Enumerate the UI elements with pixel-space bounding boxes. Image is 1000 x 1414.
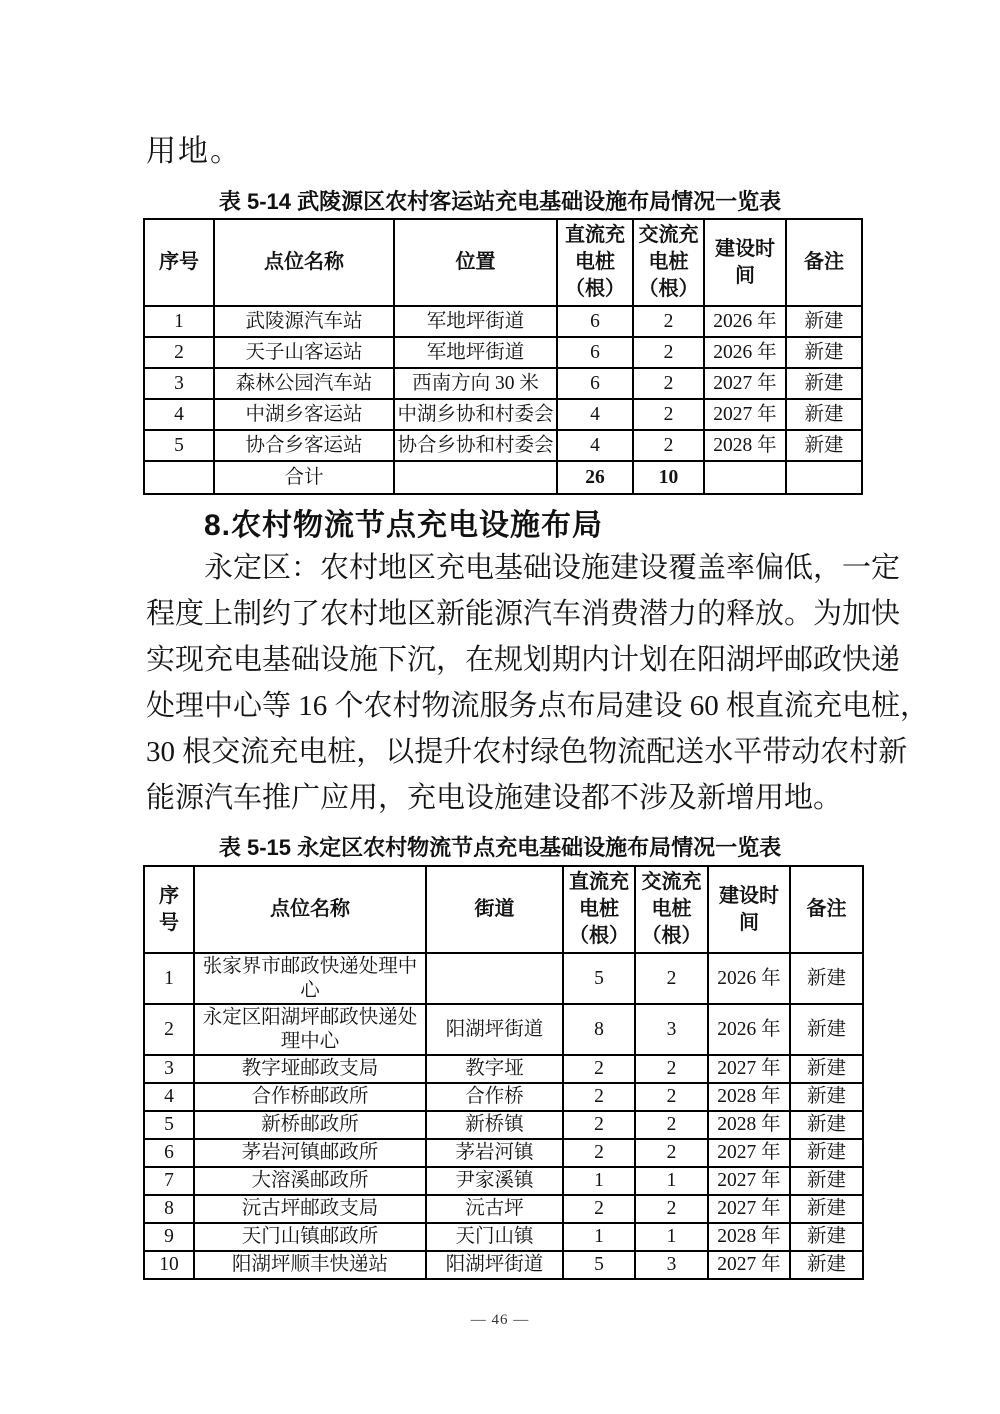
- table-row: [144, 1251, 863, 1279]
- header-cell: 直流充电桩（根）: [563, 866, 635, 953]
- table-cell: 5: [563, 1251, 635, 1279]
- paragraph-line: 实现充电基础设施下沉，在规划期内计划在阳湖坪邮政快递: [146, 644, 901, 676]
- table-cell: 新建: [790, 1195, 863, 1223]
- table-cell: 2: [633, 306, 704, 337]
- header-cell: 点位名称: [214, 219, 394, 306]
- table-cell: 4: [557, 399, 633, 430]
- table-cell: 4: [557, 430, 633, 461]
- table-cell: 2026 年: [708, 1004, 790, 1055]
- table-cell: 2026 年: [708, 953, 790, 1004]
- table-cell: 森林公园汽车站: [214, 368, 394, 399]
- table-cell: 沅古坪: [426, 1195, 563, 1223]
- table-row: [144, 953, 863, 1004]
- table-cell: 2: [563, 1139, 635, 1167]
- table-row: [144, 1195, 863, 1223]
- header-cell: 备注: [790, 866, 863, 953]
- table-row: [144, 1167, 863, 1195]
- table-cell: 天门山镇邮政所: [194, 1223, 426, 1251]
- table-logistics-nodes: [143, 865, 864, 1280]
- table-row: [144, 1004, 863, 1055]
- header-cell: 序号: [144, 866, 194, 953]
- table-cell: 3: [635, 1004, 708, 1055]
- table-cell: 6: [557, 337, 633, 368]
- table-cell: 2: [635, 1195, 708, 1223]
- header-cell: 街道: [426, 866, 563, 953]
- table-cell: 协合乡客运站: [214, 430, 394, 461]
- table-cell: 阳湖坪街道: [426, 1004, 563, 1055]
- header-cell: 交流充电桩（根）: [635, 866, 708, 953]
- table-cell: 2026 年: [704, 337, 786, 368]
- table-cell: 2028 年: [708, 1111, 790, 1139]
- table-cell: 2: [563, 1083, 635, 1111]
- table-cell: 2027 年: [704, 368, 786, 399]
- body-paragraph: [146, 545, 930, 821]
- table-cell: 2026 年: [704, 306, 786, 337]
- table-cell: [426, 953, 563, 1004]
- table-cell: 新建: [790, 1139, 863, 1167]
- header-cell: 点位名称: [194, 866, 426, 953]
- table-cell: 茅岩河镇邮政所: [194, 1139, 426, 1167]
- table-row: [144, 1223, 863, 1251]
- table-cell: 新建: [786, 368, 862, 399]
- table-cell: 新建: [786, 306, 862, 337]
- table-cell: [144, 461, 214, 494]
- table-row: [144, 306, 862, 337]
- table-cell: 中湖乡客运站: [214, 399, 394, 430]
- table-row: [144, 399, 862, 430]
- table-cell: 4: [144, 399, 214, 430]
- table-cell: 2: [144, 1004, 194, 1055]
- table-cell: 1: [635, 1223, 708, 1251]
- table-cell: 2: [635, 1111, 708, 1139]
- table2-title: 表 5-15 永定区农村物流节点充电基础设施布局情况一览表: [218, 835, 782, 860]
- table-total-row: [144, 461, 862, 494]
- table-cell: 1: [563, 1167, 635, 1195]
- table-cell: 8: [144, 1195, 194, 1223]
- table-cell: 教字垭: [426, 1055, 563, 1083]
- table-cell: 2027 年: [708, 1195, 790, 1223]
- table-cell: 2: [635, 1055, 708, 1083]
- table-cell: 大溶溪邮政所: [194, 1167, 426, 1195]
- table-cell: 7: [144, 1167, 194, 1195]
- table-cell: 2027 年: [708, 1251, 790, 1279]
- table-cell: 2027 年: [704, 399, 786, 430]
- table-cell: 新建: [786, 430, 862, 461]
- table-cell: 2: [635, 1083, 708, 1111]
- table-cell: 2: [633, 399, 704, 430]
- table-cell: 新建: [790, 1111, 863, 1139]
- table-cell: 3: [144, 1055, 194, 1083]
- header-cell: 建设时间: [704, 219, 786, 306]
- table-cell: 合计: [214, 461, 394, 494]
- table-cell: 5: [144, 1111, 194, 1139]
- table-row: [144, 368, 862, 399]
- table-cell: 中湖乡协和村委会: [394, 399, 557, 430]
- header-cell: 序号: [144, 219, 214, 306]
- table-cell: 新建: [790, 1223, 863, 1251]
- header-cell: 直流充电桩（根）: [557, 219, 633, 306]
- table-cell: 2027 年: [708, 1139, 790, 1167]
- table-cell: 新建: [790, 1251, 863, 1279]
- table-cell: 阳湖坪街道: [426, 1251, 563, 1279]
- table-cell: 6: [557, 368, 633, 399]
- table-cell: 新建: [790, 1167, 863, 1195]
- table-cell: 2: [563, 1111, 635, 1139]
- header-cell: 建设时间: [708, 866, 790, 953]
- table-cell: 军地坪街道: [394, 306, 557, 337]
- table-cell: 26: [557, 461, 633, 494]
- table-cell: 2027 年: [708, 1055, 790, 1083]
- table-cell: 合作桥: [426, 1083, 563, 1111]
- table-cell: 5: [563, 953, 635, 1004]
- table-cell: 教字垭邮政支局: [194, 1055, 426, 1083]
- table-cell: 2: [563, 1055, 635, 1083]
- table-cell: 武陵源汽车站: [214, 306, 394, 337]
- table-cell: 西南方向 30 米: [394, 368, 557, 399]
- table-cell: 2027 年: [708, 1167, 790, 1195]
- table-transit-stations: [143, 218, 863, 495]
- table-cell: 新桥镇: [426, 1111, 563, 1139]
- table-cell: 2028 年: [708, 1223, 790, 1251]
- table1-body: [144, 306, 862, 461]
- table-cell: 阳湖坪顺丰快递站: [194, 1251, 426, 1279]
- table-cell: [786, 461, 862, 494]
- table-cell: [704, 461, 786, 494]
- table-cell: 天子山客运站: [214, 337, 394, 368]
- table-cell: 新建: [790, 1004, 863, 1055]
- table-cell: 尹家溪镇: [426, 1167, 563, 1195]
- table-cell: 1: [144, 953, 194, 1004]
- table-header-row: [144, 866, 863, 953]
- section-heading: 8.农村物流节点充电设施布局: [204, 509, 604, 542]
- paragraph-line: 永定区：农村地区充电基础设施建设覆盖率偏低，一定: [204, 552, 901, 584]
- table-row: [144, 337, 862, 368]
- table-cell: 2: [563, 1195, 635, 1223]
- table-cell: 1: [635, 1167, 708, 1195]
- table-row: [144, 1111, 863, 1139]
- table-cell: 天门山镇: [426, 1223, 563, 1251]
- table-cell: 新建: [790, 1083, 863, 1111]
- paragraph-trailing-text: 用地。: [146, 135, 242, 168]
- table-cell: 2028 年: [708, 1083, 790, 1111]
- table-row: [144, 1083, 863, 1111]
- table-cell: 5: [144, 430, 214, 461]
- table-cell: 2028 年: [704, 430, 786, 461]
- table-row: [144, 430, 862, 461]
- paragraph-line: 程度上制约了农村地区新能源汽车消费潜力的释放。为加快: [146, 598, 901, 630]
- table-row: [144, 1139, 863, 1167]
- table-cell: 张家界市邮政快递处理中心: [194, 953, 426, 1004]
- table2-body: [144, 953, 863, 1279]
- table-cell: 2: [633, 368, 704, 399]
- table-cell: 永定区阳湖坪邮政快递处理中心: [194, 1004, 426, 1055]
- table-cell: 3: [635, 1251, 708, 1279]
- table-cell: 2: [635, 1139, 708, 1167]
- paragraph-line: 30 根交流充电桩，以提升农村绿色物流配送水平带动农村新: [146, 736, 908, 768]
- table1-total: [144, 461, 862, 494]
- table-cell: 2: [633, 337, 704, 368]
- table-cell: 茅岩河镇: [426, 1139, 563, 1167]
- table-cell: 新建: [786, 337, 862, 368]
- table-cell: 6: [557, 306, 633, 337]
- table-cell: 10: [144, 1251, 194, 1279]
- table-cell: 协合乡协和村委会: [394, 430, 557, 461]
- table-cell: 军地坪街道: [394, 337, 557, 368]
- page-number: — 46 —: [470, 1312, 530, 1328]
- table-cell: 8: [563, 1004, 635, 1055]
- table1-header: [144, 219, 862, 306]
- table-cell: 3: [144, 368, 214, 399]
- table-cell: 新建: [790, 1055, 863, 1083]
- table-cell: 新建: [786, 399, 862, 430]
- table-cell: 2: [633, 430, 704, 461]
- header-cell: 交流充电桩（根）: [633, 219, 704, 306]
- table-cell: 6: [144, 1139, 194, 1167]
- header-cell: 位置: [394, 219, 557, 306]
- header-cell: 备注: [786, 219, 862, 306]
- table-cell: 2: [144, 337, 214, 368]
- table-cell: 新建: [790, 953, 863, 1004]
- table2-header: [144, 866, 863, 953]
- table-cell: [394, 461, 557, 494]
- table-cell: 1: [563, 1223, 635, 1251]
- table-cell: 合作桥邮政所: [194, 1083, 426, 1111]
- table-cell: 新桥邮政所: [194, 1111, 426, 1139]
- paragraph-line: 处理中心等 16 个农村物流服务点布局建设 60 根直流充电桩，: [146, 690, 930, 722]
- table-cell: 10: [633, 461, 704, 494]
- table-cell: 2: [635, 953, 708, 1004]
- table-cell: 1: [144, 306, 214, 337]
- table1-title: 表 5-14 武陵源区农村客运站充电基础设施布局情况一览表: [218, 189, 782, 214]
- table-cell: 沅古坪邮政支局: [194, 1195, 426, 1223]
- table-cell: 9: [144, 1223, 194, 1251]
- table-cell: 4: [144, 1083, 194, 1111]
- paragraph-line: 能源汽车推广应用，充电设施建设都不涉及新增用地。: [146, 782, 843, 814]
- table-header-row: [144, 219, 862, 306]
- table-row: [144, 1055, 863, 1083]
